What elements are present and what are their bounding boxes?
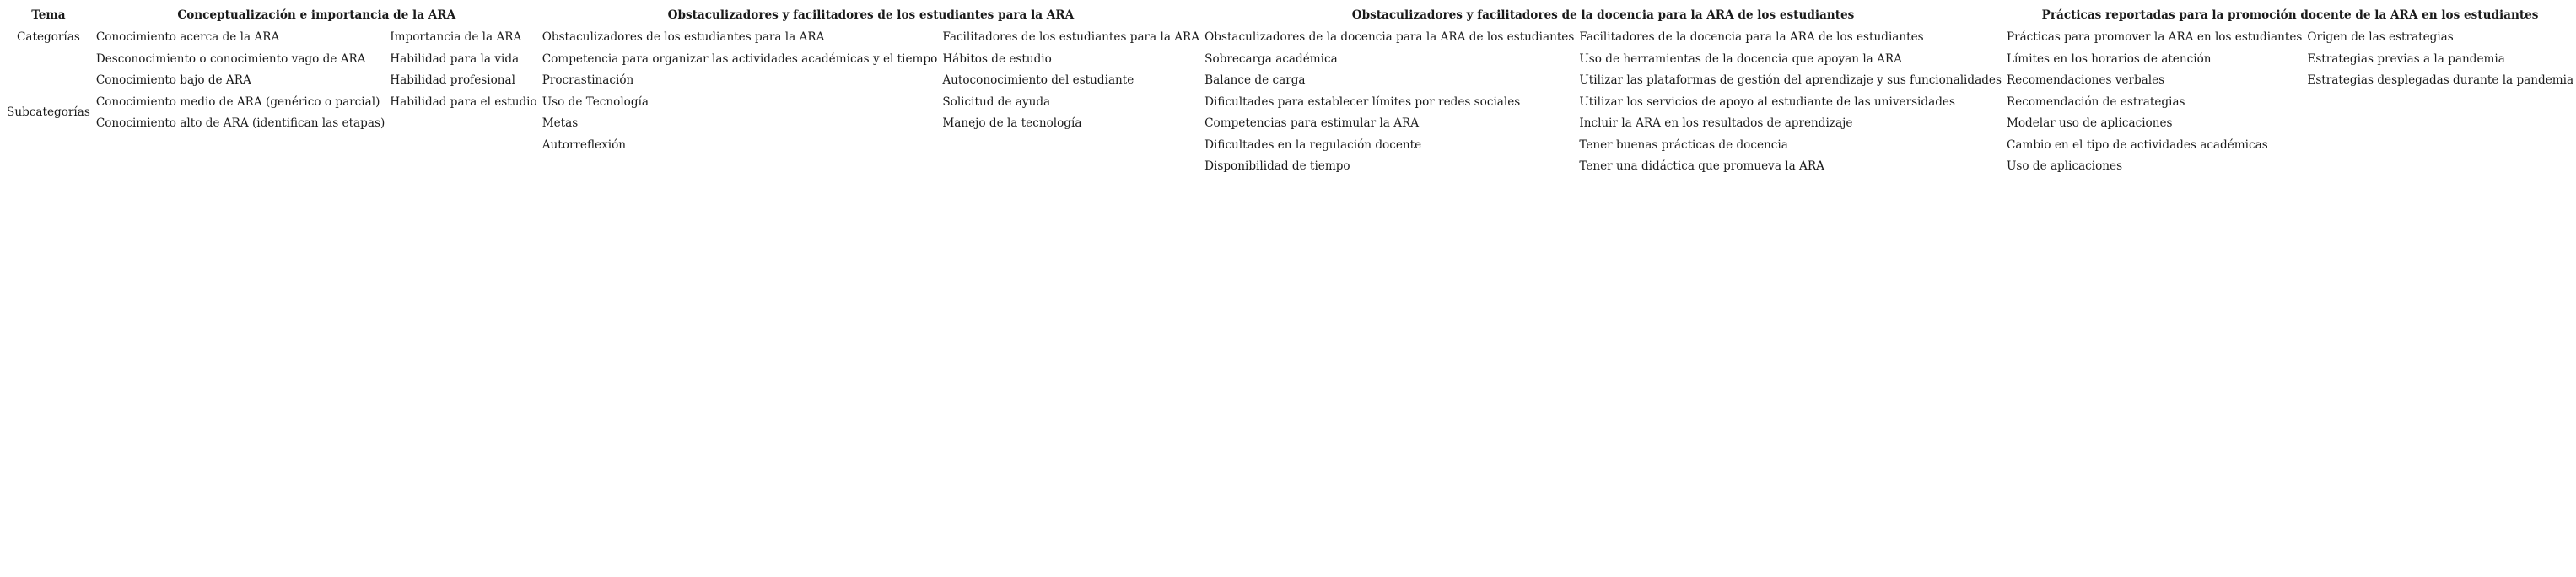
category-cell: Importancia de la ARA <box>390 30 522 44</box>
header-row <box>3 5 2576 27</box>
subcategory-cell: Dificultades en la regulación docente <box>1204 138 1422 152</box>
subcategory-cell <box>2304 113 2576 135</box>
subcategory-cell: Competencia para organizar las actividades académicas y el tiempo <box>542 51 938 66</box>
subcategory-cell: Estrategias desplegadas durante la pandemia <box>2307 73 2574 87</box>
subcategory-cell: Procrastinación <box>542 73 634 87</box>
subcategory-cell <box>94 156 387 178</box>
header-theme-4: Prácticas reportadas para la promoción docente de la ARA en los estudiantes <box>2041 8 2539 23</box>
category-cell: Obstaculizadores de la docencia para la ARA de los estudiantes <box>1204 30 1575 44</box>
subcategory-cell: Autorreflexión <box>542 138 627 152</box>
category-row <box>3 27 2576 49</box>
subcategory-cell: Tener buenas prácticas de docencia <box>1579 138 1788 152</box>
subcategory-row <box>3 113 2576 135</box>
subcategory-cell: Competencias para estimular la ARA <box>1204 116 1420 130</box>
subcategory-cell: Hábitos de estudio <box>942 51 1052 66</box>
subcategory-cell: Autoconocimiento del estudiante <box>942 73 1134 87</box>
subcategory-cell: Conocimiento alto de ARA (identifican las etapas) <box>95 116 385 130</box>
subcategory-cell: Incluir la ARA en los resultados de aprendizaje <box>1579 116 1853 130</box>
subcategory-cell <box>940 156 1202 178</box>
subcategory-cell <box>2304 156 2576 178</box>
subcategory-cell: Solicitud de ayuda <box>942 94 1051 109</box>
subcategory-cell: Uso de aplicaciones <box>2006 159 2123 173</box>
subcategory-cell: Manejo de la tecnología <box>942 116 1082 130</box>
subcategory-cell <box>940 135 1202 157</box>
subcategory-cell: Metas <box>542 116 579 130</box>
subcategory-cell: Cambio en el tipo de actividades académicas <box>2006 138 2268 152</box>
subcategory-cell: Dificultades para establecer límites por redes sociales <box>1204 94 1521 109</box>
subcategory-cell: Estrategias previas a la pandemia <box>2307 51 2505 66</box>
subcategory-cell: Tener una didáctica que promueva la ARA <box>1579 159 1824 173</box>
subcategory-cell <box>94 135 387 157</box>
subcategory-cell: Balance de carga <box>1204 73 1306 87</box>
subcategory-cell <box>540 156 940 178</box>
subcategory-row <box>3 49 2576 71</box>
subcategory-cell: Habilidad para el estudio <box>390 94 537 109</box>
subcategory-cell: Conocimiento medio de ARA (genérico o parcial) <box>95 94 380 109</box>
category-cell: Obstaculizadores de los estudiantes para la ARA <box>542 30 825 44</box>
header-tema: Tema <box>31 8 66 23</box>
header-theme-1: Conceptualización e importancia de la ARA <box>177 8 456 23</box>
category-cell: Facilitadores de la docencia para la ARA de los estudiantes <box>1579 30 1924 44</box>
header-theme-3: Obstaculizadores y facilitadores de la docencia para la ARA de los estudiantes <box>1351 8 1855 23</box>
subcategory-cell <box>387 156 539 178</box>
subcategory-row <box>3 70 2576 92</box>
row-label-categorias: Categorías <box>16 30 80 44</box>
row-label-subcategorias: Subcategorías <box>7 105 90 120</box>
subcategory-cell: Utilizar las plataformas de gestión del aprendizaje y sus funcionalidades <box>1579 73 2002 87</box>
category-cell: Conocimiento acerca de la ARA <box>95 30 280 44</box>
subcategory-cell: Recomendación de estrategias <box>2006 94 2185 109</box>
subcategory-cell <box>2304 135 2576 157</box>
subcategory-cell: Desconocimiento o conocimiento vago de ARA <box>95 51 366 66</box>
subcategory-cell <box>2304 92 2576 114</box>
themes-table <box>3 5 2576 178</box>
subcategory-cell: Sobrecarga académica <box>1204 51 1338 66</box>
category-cell: Origen de las estrategias <box>2307 30 2454 44</box>
category-cell: Prácticas para promover la ARA en los estudiantes <box>2006 30 2303 44</box>
subcategory-cell: Conocimiento bajo de ARA <box>95 73 251 87</box>
subcategory-cell: Disponibilidad de tiempo <box>1204 159 1350 173</box>
subcategory-row <box>3 156 2576 178</box>
subcategory-cell <box>387 113 539 135</box>
subcategory-cell: Uso de Tecnología <box>542 94 649 109</box>
subcategory-cell: Límites en los horarios de atención <box>2006 51 2212 66</box>
header-theme-2: Obstaculizadores y facilitadores de los estudiantes para la ARA <box>667 8 1075 23</box>
subcategory-cell: Habilidad para la vida <box>390 51 520 66</box>
subcategory-row <box>3 135 2576 157</box>
subcategory-cell <box>387 135 539 157</box>
subcategory-cell: Recomendaciones verbales <box>2006 73 2165 87</box>
subcategory-cell: Uso de herramientas de la docencia que apoyan la ARA <box>1579 51 1902 66</box>
subcategory-row <box>3 92 2576 114</box>
subcategory-cell: Habilidad profesional <box>390 73 515 87</box>
subcategory-cell: Utilizar los servicios de apoyo al estudiante de las universidades <box>1579 94 1955 109</box>
subcategory-cell: Modelar uso de aplicaciones <box>2006 116 2173 130</box>
category-cell: Facilitadores de los estudiantes para la ARA <box>942 30 1200 44</box>
